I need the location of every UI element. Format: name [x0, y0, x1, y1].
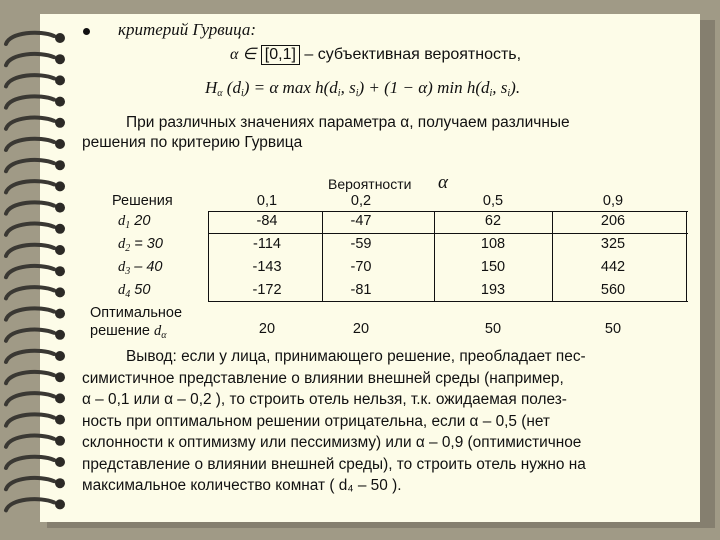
cell-2-4: 325 — [600, 236, 626, 252]
intro-line-2: решения по критерию Гурвица — [82, 134, 303, 151]
alpha-header-symbol: α — [438, 172, 448, 193]
conclusion-line-2: симистичное представление о влиянии внешней среды (например, — [82, 369, 564, 387]
binding-ring — [6, 224, 54, 235]
cell-1-1: -84 — [256, 213, 278, 229]
formula-min-part: ) + (1 − α) min h(d — [358, 78, 490, 97]
cell-1-2: -47 — [350, 213, 372, 229]
binding-hole — [55, 287, 65, 297]
optimal-value-1: 20 — [258, 321, 276, 337]
binding-ring — [6, 351, 54, 362]
binding-hole — [55, 309, 65, 319]
criterion-title: критерий Гурвица: — [118, 20, 257, 39]
cell-2-3: 108 — [480, 236, 506, 252]
row-label-3: $d_3 - 40$ — [118, 259, 163, 277]
binding-hole — [55, 139, 65, 149]
binding-ring — [6, 54, 54, 65]
formula-max-part: ) = α max h(d — [243, 78, 338, 97]
alpha-definition — [230, 44, 521, 65]
binding-ring — [6, 202, 54, 213]
binding-ring — [6, 308, 54, 319]
cell-2-1: -114 — [253, 236, 281, 252]
conclusion-line-5: склонности к оптимизму или пессимизму) или α – 0,9 (оптимистичное — [82, 434, 582, 451]
binding-ring — [6, 75, 54, 86]
cell-4-1: -172 — [252, 282, 282, 298]
binding-hole — [55, 436, 65, 446]
binding-ring — [6, 393, 54, 404]
binding-hole — [55, 457, 65, 467]
table-vline-1 — [322, 211, 323, 301]
table-vline-3 — [552, 211, 553, 301]
binding-hole — [55, 181, 65, 191]
bullet-icon — [83, 28, 90, 35]
binding-ring — [6, 160, 54, 171]
row-label-4: $d_4$ 50 — [118, 282, 151, 300]
conclusion-line-3: α – 0,1 или α – 0,2 ), то строить отель нельзя, т.к. ожидаемая полез- — [82, 391, 567, 408]
col-header-1: 0,1 — [256, 193, 278, 209]
binding-ring — [6, 181, 54, 192]
table-vline-0 — [208, 211, 209, 301]
col-header-3: 0,5 — [482, 193, 504, 209]
cell-3-2: -70 — [350, 259, 372, 275]
binding-ring — [6, 96, 54, 107]
binding-hole — [55, 351, 65, 361]
row-header: Решения — [112, 193, 173, 209]
table-header-rule — [208, 211, 688, 212]
conclusion-paragraph — [82, 346, 686, 497]
binding-hole — [55, 372, 65, 382]
formula-sub-i: i — [240, 88, 244, 99]
formula-sub-i-3: i — [355, 88, 359, 99]
binding-ring — [6, 330, 54, 341]
conclusion-line-4: ность при оптимальном решении отрицательна, если α – 0,5 (нет — [82, 412, 550, 430]
binding-hole — [55, 393, 65, 403]
binding-hole — [55, 33, 65, 43]
row-label-2: $d_2 = 30$ — [118, 236, 163, 254]
binding-ring — [6, 33, 54, 44]
col-header-4: 0,9 — [602, 193, 624, 209]
formula-sub-i-5: i — [507, 88, 511, 99]
hurwicz-formula — [205, 78, 520, 99]
optimal-value-4: 50 — [604, 321, 622, 337]
formula-close: ). — [510, 78, 521, 97]
formula-sub-i-4: i — [489, 88, 493, 99]
binding-hole — [55, 478, 65, 488]
binding-hole — [55, 75, 65, 85]
cell-4-4: 560 — [600, 282, 626, 298]
table-bottom-rule — [208, 301, 688, 302]
cell-3-4: 442 — [600, 259, 626, 275]
row-label-1: $d_1$ 20 — [118, 213, 151, 231]
binding-hole — [55, 245, 65, 255]
optimal-value-2: 20 — [352, 321, 370, 337]
formula-arg: (d — [226, 78, 241, 97]
binding-hole — [55, 499, 65, 509]
binding-hole — [55, 97, 65, 107]
cell-4-2: -81 — [350, 282, 372, 298]
binding-hole — [55, 160, 65, 170]
cell-4-3: 193 — [480, 282, 506, 298]
binding-ring — [6, 414, 54, 425]
binding-hole — [55, 224, 65, 234]
table-vline-2 — [434, 211, 435, 301]
formula-sub-alpha: α — [217, 88, 223, 99]
col-header-2: 0,2 — [350, 193, 372, 209]
binding-hole — [55, 203, 65, 213]
binding-ring — [6, 139, 54, 150]
binding-hole — [55, 415, 65, 425]
binding-ring — [6, 245, 54, 256]
binding-ring — [6, 457, 54, 468]
alpha-definition-text: – субъективная вероятность, — [304, 46, 522, 63]
binding-ring — [6, 372, 54, 383]
optimal-label-1: Оптимальное — [90, 305, 183, 321]
intro-line-1: При различных значениях параметра α, получаем различные — [126, 114, 570, 131]
conclusion-line-1: Вывод: если у лица, принимающего решение, преобладает пес- — [126, 348, 586, 365]
binding-ring — [6, 499, 54, 510]
formula-mid-2: , s — [492, 78, 508, 97]
binding-ring — [6, 478, 54, 489]
binding-ring — [6, 118, 54, 129]
row-rule-1 — [208, 233, 688, 234]
table-vline-4 — [686, 211, 687, 301]
cell-2-2: -59 — [350, 236, 372, 252]
prob-header: Вероятности — [328, 176, 412, 192]
conclusion-line-6: представление о влиянии внешней среды), то строить отель нужно на — [82, 455, 586, 473]
formula-mid: , s — [340, 78, 356, 97]
cell-1-3: 62 — [484, 213, 502, 229]
cell-3-1: -143 — [252, 259, 282, 275]
alpha-in-symbol: α ∈ — [230, 46, 257, 63]
binding-hole — [55, 118, 65, 128]
binding-ring — [6, 436, 54, 447]
cell-1-4: 206 — [600, 213, 626, 229]
optimal-value-3: 50 — [484, 321, 502, 337]
binding-hole — [55, 330, 65, 340]
conclusion-line-7: максимальное количество комнат ( d₄ – 50 ). — [82, 477, 402, 494]
binding-ring — [6, 266, 54, 277]
optimal-label-2: решение $d_\alpha$ — [90, 323, 167, 341]
cell-3-3: 150 — [480, 259, 506, 275]
binding-hole — [55, 266, 65, 276]
spiral-binding — [0, 0, 80, 540]
binding-ring — [6, 287, 54, 298]
formula-lhs: H — [205, 78, 218, 97]
interval-box: [0,1] — [261, 45, 300, 65]
binding-hole — [55, 54, 65, 64]
formula-sub-i-2: i — [337, 88, 341, 99]
